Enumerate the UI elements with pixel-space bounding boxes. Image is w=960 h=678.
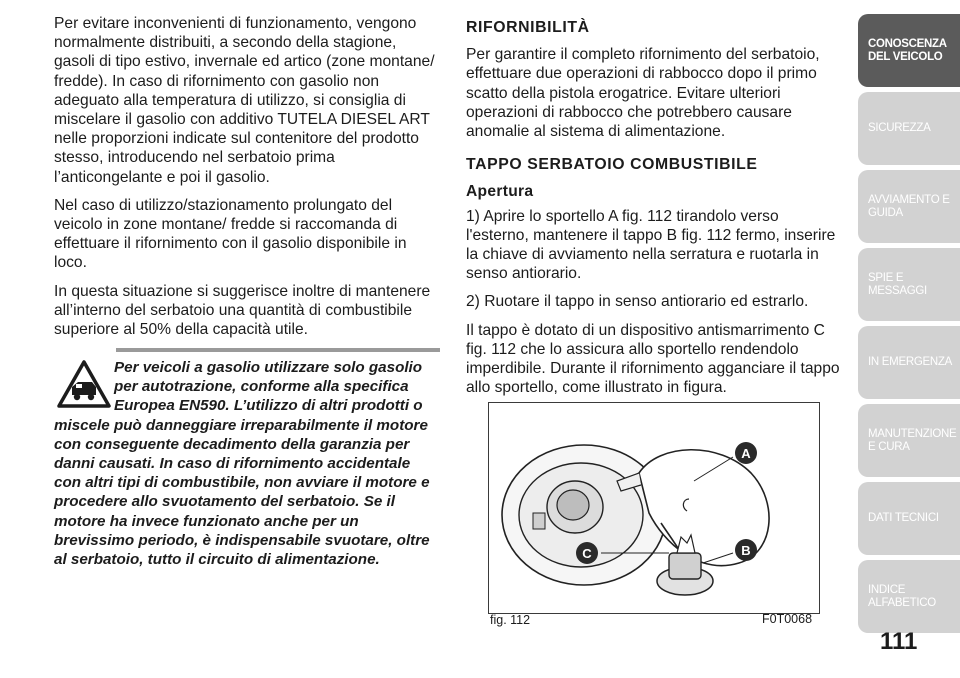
figure-caption: fig. 112: [490, 613, 531, 627]
figure-112: [488, 402, 820, 614]
label-b-badge: [735, 539, 757, 561]
fuel-cap-illustration: [489, 403, 819, 613]
page-number: 111: [880, 628, 918, 655]
label-b: B: [741, 543, 751, 558]
step-2: 2) Ruotare il tappo in senso antiorario ed estrarlo.: [466, 293, 809, 311]
tab-indice-alfabetico[interactable]: INDICE ALFABETICO: [858, 560, 960, 633]
warning-top-rule: [116, 348, 440, 352]
figure-code: F0T0068: [762, 612, 813, 626]
label-c: C: [582, 546, 592, 561]
right-column: [466, 18, 844, 406]
heading-refuelling: RIFORNIBILITÀ: [466, 19, 590, 36]
subheading-opening: Apertura: [466, 183, 534, 201]
left-column: [54, 14, 440, 348]
warning-text: Per veicoli a gasolio utilizzare solo gasolio per autotrazione, conforme alla specifica Europea EN590. L’utilizzo di altri prodotti o miscele può danneggiare irreparabilmente il motore con conseguente decadimento della garanzia per danni causati. In caso di rifornimento accidentale con altri tipi di combustibile, non avviare il motore e procedere allo svuotamento del serbatoio. Se il motore ha invece funzionato anche per un brevissimo periodo, è indispensabile svuotare, oltre al serbatoio, tutto il circuito di alimentazione.: [54, 359, 430, 569]
tab-manutenzione-e-cura[interactable]: MANUTENZIONE E CURA: [858, 404, 960, 477]
paragraph-tank-level: In questa situazione si suggerisce inoltre di mantenere all’interno del serbatoio una quantità di combustibile superiore al 50% della capacità utile.: [54, 282, 431, 339]
tab-sicurezza[interactable]: SICUREZZA: [858, 92, 960, 165]
tab-conoscenza-del-veicolo[interactable]: CONOSCENZA DEL VEICOLO: [858, 14, 960, 87]
label-a-badge: [735, 442, 757, 464]
paragraph-cold-zones: Nel caso di utilizzo/stazionamento prolungato del veicolo in zone montane/ fredde si raccomanda di effettuare il rifornimento con il gasolio disponibile in loco.: [54, 196, 407, 272]
tab-avviamento-e-guida[interactable]: AVVIAMENTO E GUIDA: [858, 170, 960, 243]
tab-in-emergenza[interactable]: IN EMERGENZA: [858, 326, 960, 399]
label-a: A: [741, 446, 751, 461]
paragraph-seasonal-diesel: Per evitare inconvenienti di funzionamento, vengono normalmente distribuiti, a secondo della stagione, gasoli di tipo estivo, invernale ed artico (zone montane/ fredde). In caso di rifornimento con gasolio non adeguato alla temperatura di utilizzo, si consiglia di miscelare il gasolio con additivo TUTELA DIESEL ART nelle proporzioni indicate sul contenitore del prodotto stesso, introducendo nel serbatoio prima l’anticongelante e poi il gasolio.: [54, 15, 435, 186]
step-1: 1) Aprire lo sportello A fig. 112 tirandolo verso l'esterno, mantenere il tappo B fig. 112 fermo, inserire la chiave di avviamento nella serratura e ruotarla in senso antiorario.: [466, 207, 836, 283]
warning-vehicle-icon: [56, 358, 112, 410]
section-tabs: [858, 14, 960, 638]
warning-box: [54, 348, 440, 569]
paragraph-refuelling: Per garantire il completo rifornimento del serbatoio, effettuare due operazioni di rabbocco dopo il primo scatto della pistola erogatrice. Evitare ulteriori operazioni di rabbocco che potrebbero causare anomalie al sistema di alimentazione.: [466, 46, 820, 141]
heading-fuel-cap: TAPPO SERBATOIO COMBUSTIBILE: [466, 156, 758, 174]
paragraph-tether: Il tappo è dotato di un dispositivo antismarrimento C fig. 112 che lo assicura allo sportello rendendolo imperdibile. Durante il rifornimento agganciare il tappo allo sportello, come illustrato in figura.: [466, 321, 840, 397]
label-c-badge: [576, 542, 598, 564]
tab-dati-tecnici[interactable]: DATI TECNICI: [858, 482, 960, 555]
tab-spie-e-messaggi[interactable]: SPIE E MESSAGGI: [858, 248, 960, 321]
